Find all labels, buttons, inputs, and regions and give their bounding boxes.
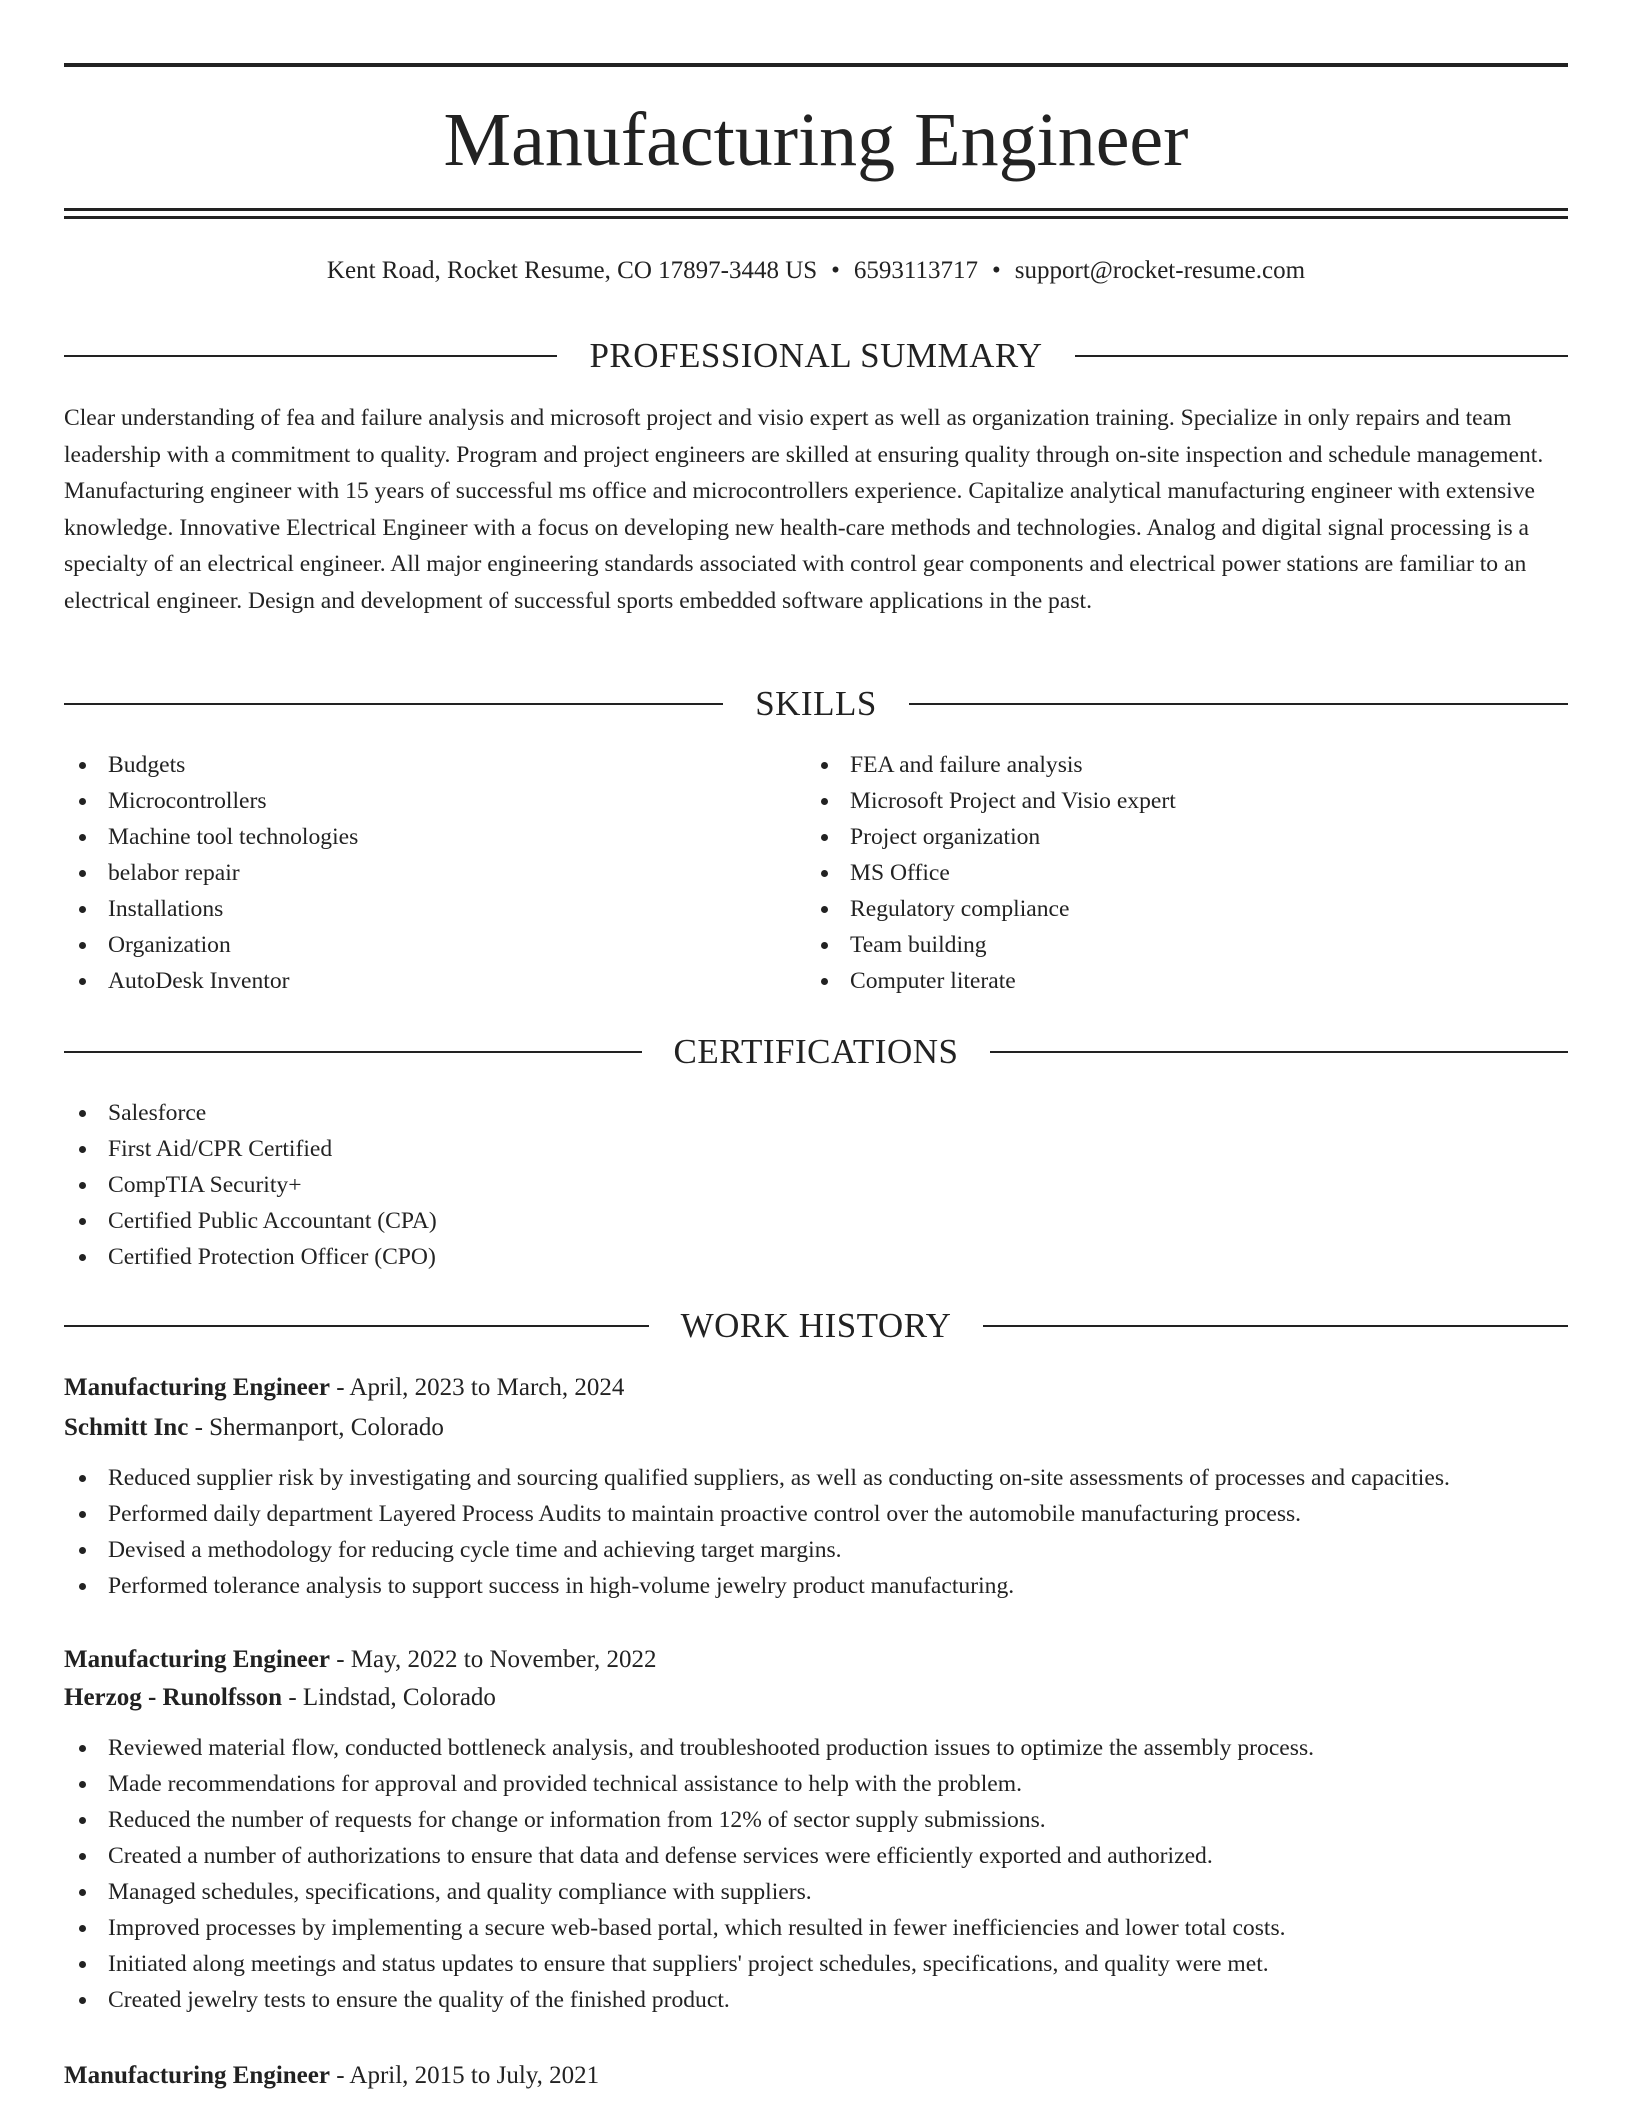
job-dates: - May, 2022 to November, 2022 — [329, 1646, 657, 1673]
certification-item: CompTIA Security+ — [64, 1167, 1064, 1203]
job-bullet: Performed tolerance analysis to support success in high-volume jewelry product manufacturing. — [64, 1568, 1574, 1604]
job-bullet: Managed schedules, specifications, and quality compliance with suppliers. — [64, 1874, 1574, 1910]
job-title-line — [64, 1642, 1574, 1678]
job-location: - Shermanport, Colorado — [188, 1414, 444, 1441]
job-title-line — [64, 2058, 1574, 2094]
skill-item: Installations — [64, 891, 764, 927]
skill-item: AutoDesk Inventor — [64, 963, 764, 999]
skill-item: MS Office — [806, 855, 1506, 891]
heading-rule — [909, 703, 1568, 705]
heading-rule — [1075, 355, 1568, 357]
contact-address: Kent Road, Rocket Resume, CO 17897-3448 US — [326, 257, 818, 284]
job-company: Schmitt Inc — [64, 1414, 189, 1441]
job-title: Manufacturing Engineer — [64, 2062, 330, 2089]
heading-rule — [983, 1325, 1568, 1327]
skill-item: Microcontrollers — [64, 783, 764, 819]
section-title: CERTIFICATIONS — [673, 1032, 959, 1071]
skill-item: Budgets — [64, 747, 764, 783]
job-bullets — [64, 1460, 1574, 1604]
certifications-list — [64, 1095, 1064, 1275]
section-title: SKILLS — [755, 684, 877, 723]
job-dates: - April, 2023 to March, 2024 — [329, 1374, 625, 1401]
heading-rule — [64, 355, 557, 357]
skill-item: Computer literate — [806, 963, 1506, 999]
job-bullet: Reduced supplier risk by investigating and sourcing qualified suppliers, as well as conducting on-site assessments of processes and capacities. — [64, 1460, 1574, 1496]
contact-separator: • — [831, 257, 840, 284]
job-bullet: Created jewelry tests to ensure the quality of the finished product. — [64, 1982, 1574, 2018]
skill-item: belabor repair — [64, 855, 764, 891]
top-rule — [64, 63, 1568, 67]
section-heading-work-history — [64, 1304, 1568, 1348]
job-company: Herzog - Runolfsson — [64, 1684, 283, 1711]
job-bullets — [64, 1730, 1574, 2018]
section-heading-skills — [64, 682, 1568, 726]
skill-item: Project organization — [806, 819, 1506, 855]
job-company-line — [64, 1680, 1574, 1716]
section-title: PROFESSIONAL SUMMARY — [589, 336, 1043, 375]
job-bullet: Devised a methodology for reducing cycle time and achieving target margins. — [64, 1532, 1574, 1568]
certification-item: Certified Protection Officer (CPO) — [64, 1239, 1064, 1275]
job-bullet: Performed daily department Layered Process Audits to maintain proactive control over the automobile manufacturing process. — [64, 1496, 1574, 1532]
job-bullet: Initiated along meetings and status updates to ensure that suppliers' project schedules, specifications, and quality were met. — [64, 1946, 1574, 1982]
contact-phone: 6593113717 — [853, 257, 978, 284]
heading-rule — [64, 703, 723, 705]
job-title: Manufacturing Engineer — [64, 1374, 330, 1401]
job-bullet: Reviewed material flow, conducted bottleneck analysis, and troubleshooted production issues to optimize the assembly process. — [64, 1730, 1574, 1766]
job-dates: - April, 2015 to July, 2021 — [329, 2062, 600, 2089]
heading-rule — [64, 1051, 642, 1053]
job-entry — [64, 2058, 1574, 2094]
skill-item: Microsoft Project and Visio expert — [806, 783, 1506, 819]
section-heading-certifications — [64, 1030, 1568, 1074]
title-rule-upper — [64, 208, 1568, 211]
skill-item: FEA and failure analysis — [806, 747, 1506, 783]
section-heading-summary — [64, 334, 1568, 378]
job-entry — [64, 1370, 1574, 1604]
job-bullet: Improved processes by implementing a secure web-based portal, which resulted in fewer inefficiencies and lower total costs. — [64, 1910, 1574, 1946]
job-location: - Lindstad, Colorado — [282, 1684, 496, 1711]
skill-item: Organization — [64, 927, 764, 963]
skills-list-left — [64, 747, 764, 999]
section-title: WORK HISTORY — [680, 1306, 952, 1345]
job-entry — [64, 1642, 1574, 2018]
job-title: Manufacturing Engineer — [64, 1646, 330, 1673]
resume-title: Manufacturing Engineer — [443, 98, 1189, 182]
heading-rule — [990, 1051, 1568, 1053]
title-rule-lower — [64, 216, 1568, 219]
certification-item: First Aid/CPR Certified — [64, 1131, 1064, 1167]
job-title-line — [64, 1370, 1574, 1406]
skill-item: Machine tool technologies — [64, 819, 764, 855]
certification-item: Certified Public Accountant (CPA) — [64, 1203, 1064, 1239]
contact-email: support@rocket-resume.com — [1014, 257, 1306, 284]
contact-separator: • — [992, 257, 1001, 284]
job-bullet: Created a number of authorizations to ensure that data and defense services were efficiently exported and authorized. — [64, 1838, 1574, 1874]
skill-item: Team building — [806, 927, 1506, 963]
skills-list-right — [806, 747, 1506, 999]
contact-line — [64, 254, 1568, 288]
certification-item: Salesforce — [64, 1095, 1064, 1131]
job-bullet: Made recommendations for approval and provided technical assistance to help with the problem. — [64, 1766, 1574, 1802]
skill-item: Regulatory compliance — [806, 891, 1506, 927]
summary-paragraph: Clear understanding of fea and failure analysis and microsoft project and visio expert as well as organization training. Specialize in only repairs and team leadership with a commitment to quality. Program and project engineers are skilled at ensuring quality through on-site inspection and schedule management. Manufacturing engineer with 15 years of successful ms office and microcontrollers experience. Capitalize analytical manufacturing engineer with extensive knowledge. Innovative Electrical Engineer with a focus on developing new health-care methods and technologies. Analog and digital signal processing is a specialty of an electrical engineer. All major engineering standards associated with control gear components and electrical power stations are familiar to an electrical engineer. Design and development of successful sports embedded software applications in the past. — [64, 405, 1544, 614]
job-bullet: Reduced the number of requests for change or information from 12% of sector supply submissions. — [64, 1802, 1574, 1838]
heading-rule — [64, 1325, 649, 1327]
job-company-line — [64, 1410, 1574, 1446]
